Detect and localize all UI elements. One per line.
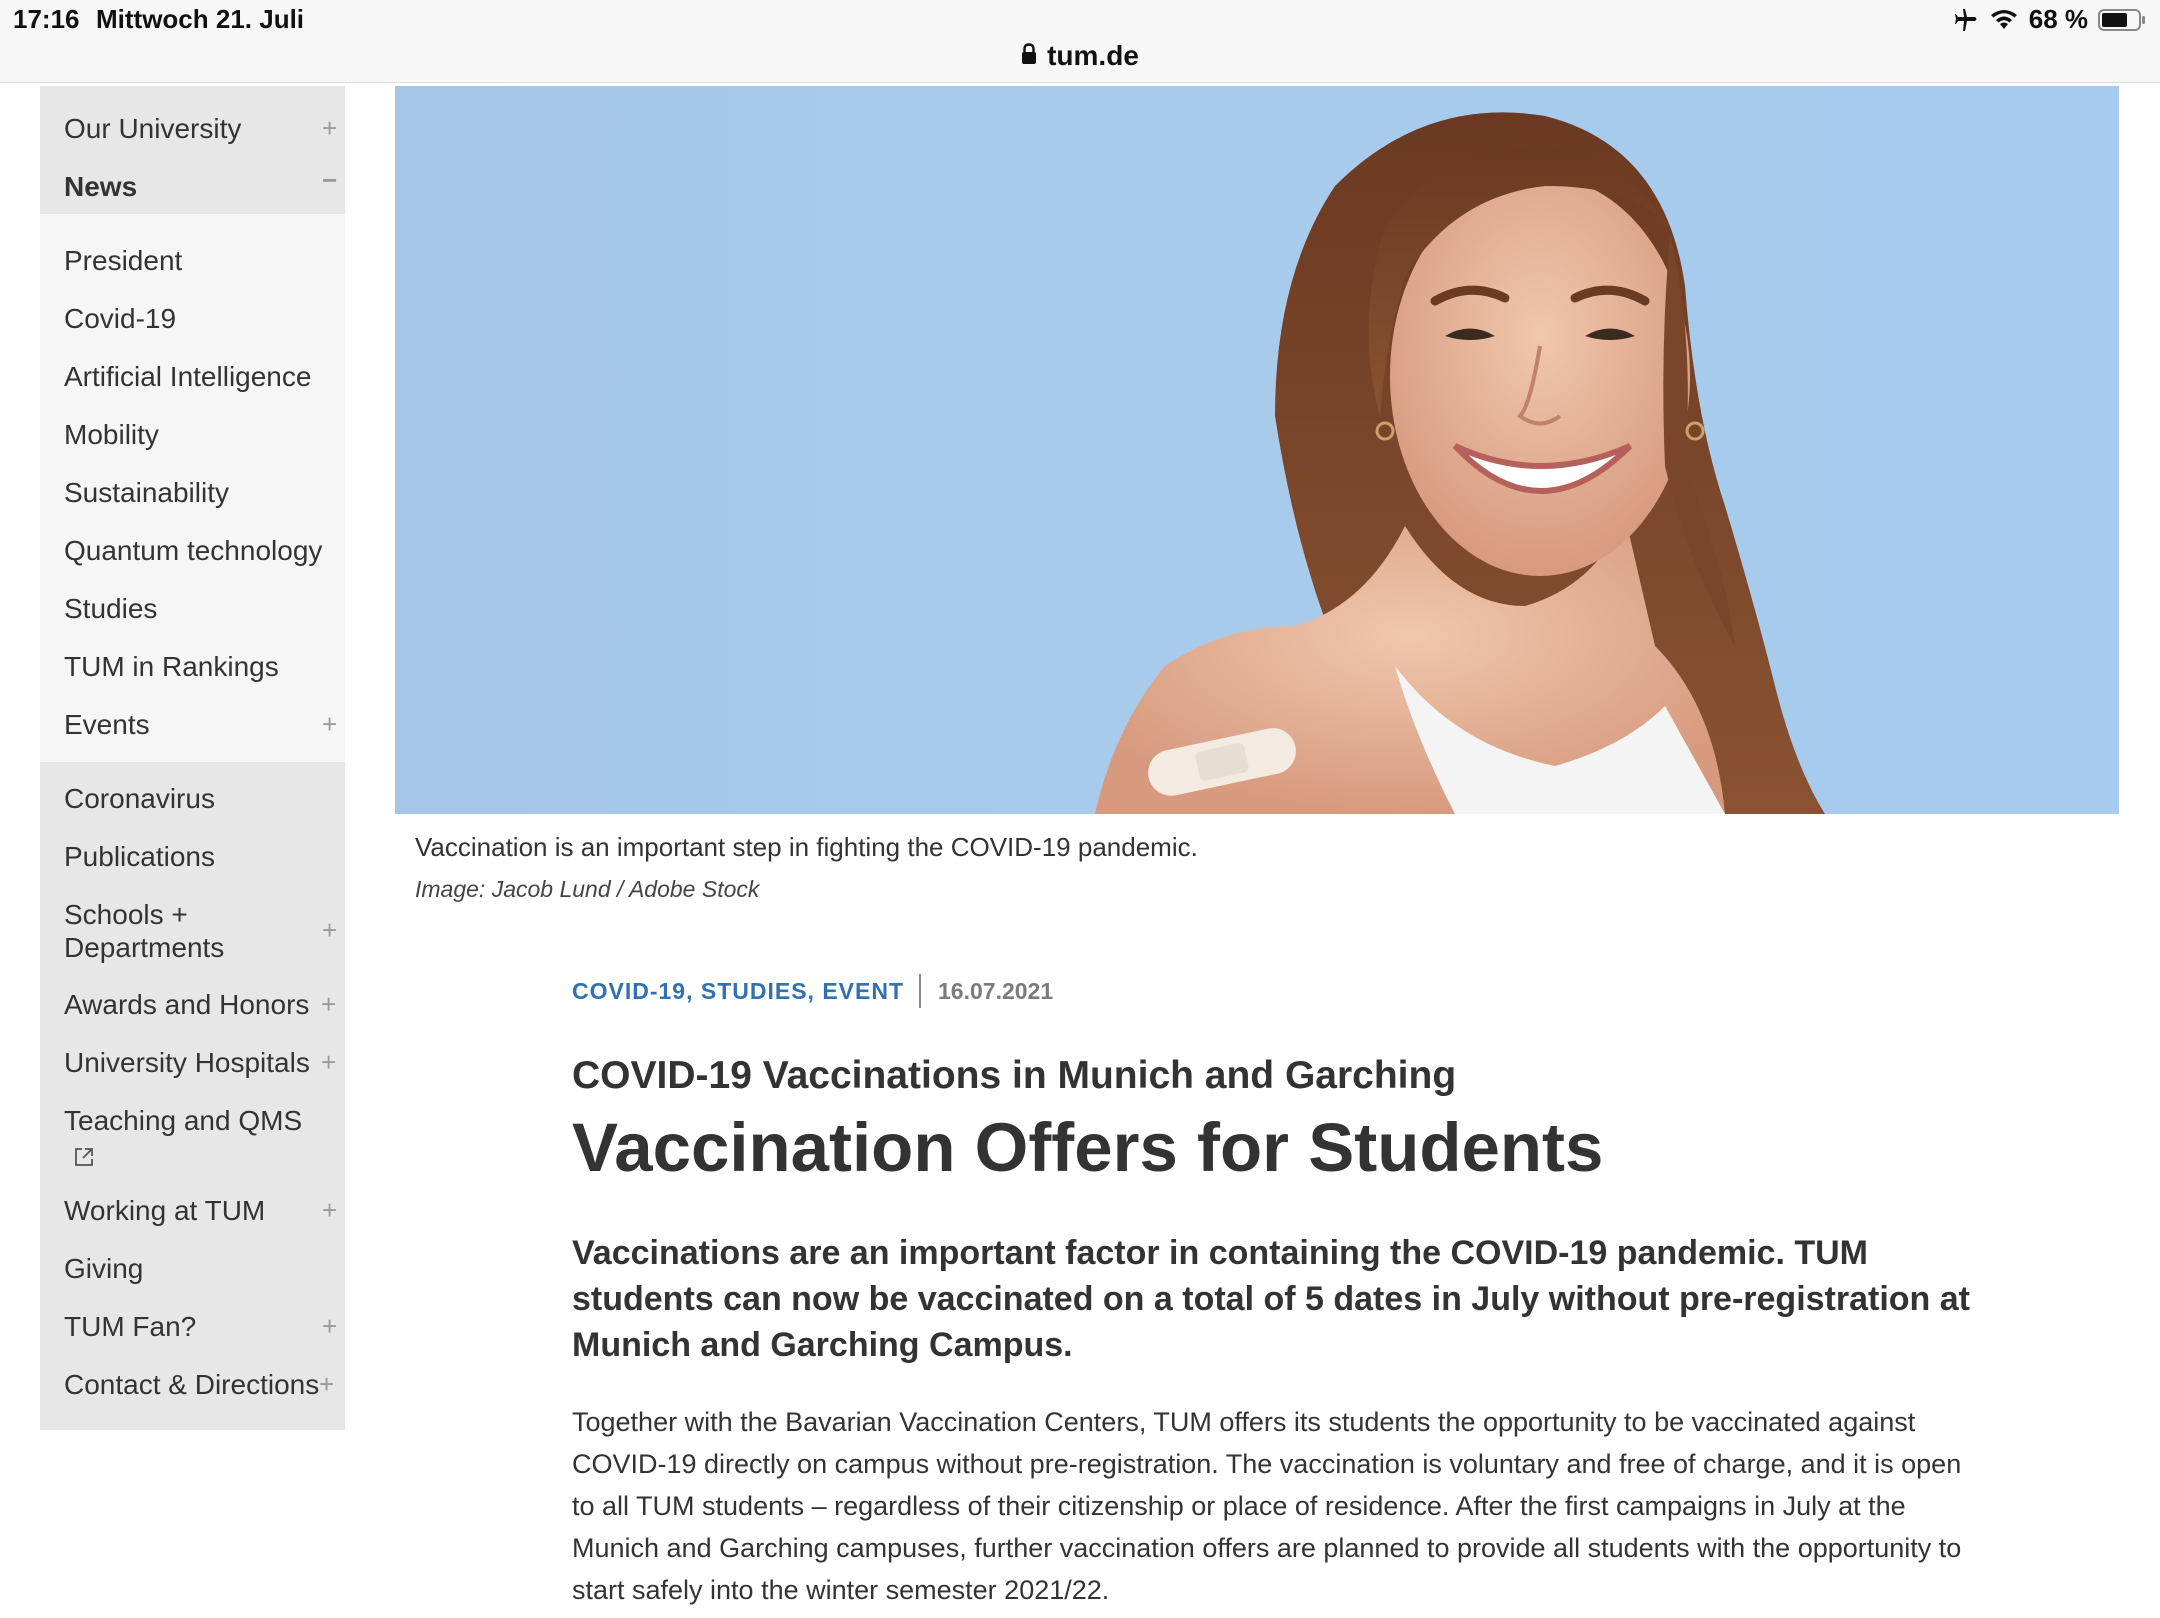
sidebar-item-label: Covid-19 [64,303,177,334]
sidebar-item-label: Mobility [64,419,159,450]
sidebar-item-label: Quantum technology [64,535,323,566]
sidebar-item-label: Teaching and QMS [64,1105,303,1136]
sidebar-item-label: News [64,171,138,202]
expand-plus-icon[interactable]: + [319,1369,335,1399]
sidebar-item-label: Publications [64,841,215,872]
hero-credit: Image: Jacob Lund / Adobe Stock [415,876,760,902]
sidebar-item-label: Awards and Honors [64,989,310,1020]
sidebar-item-schools-departments[interactable] [40,898,345,964]
article-date: 16.07.2021 [938,977,1054,1004]
sidebar-item-label: TUM Fan? [64,1311,197,1342]
expand-plus-icon[interactable]: + [321,989,337,1019]
address-bar[interactable] [0,36,2160,76]
sidebar-item-label: Coronavirus [64,783,215,814]
news-submenu [40,214,345,762]
hero-caption: Vaccination is an important step in fighting the COVID-19 pandemic. [415,832,1198,862]
sidebar-item-label: Giving [64,1253,144,1284]
sidebar-nav [40,86,345,1430]
article-meta [572,974,1053,1008]
wifi-icon [1989,9,2019,31]
hero-illustration [395,86,2119,814]
article-lead: Vaccinations are an important factor in containing the COVID-19 pandemic. TUM students can now be vaccinated on a total of 5 dates in July without pre-registration at Munich and Garching Campus. [572,1234,1971,1364]
hero-image [395,86,2119,814]
meta-divider [919,974,921,1008]
expand-plus-icon[interactable]: + [322,709,338,739]
sidebar-item-label: Working at TUM [64,1195,266,1226]
status-indicators [1953,4,2146,35]
sidebar-item-label: Studies [64,593,158,624]
airplane-icon [1953,8,1979,32]
sidebar-item-label: University Hospitals [64,1047,310,1078]
lock-icon [1021,40,1037,72]
sidebar-item-label: Sustainability [64,477,229,508]
ios-status-bar [0,0,2160,83]
battery-percent: 68 % [2028,4,2088,34]
sidebar-item-label: President [64,245,183,276]
expand-plus-icon[interactable]: + [322,1311,338,1341]
external-link-icon [73,1142,95,1175]
article-tags[interactable]: COVID-19, STUDIES, EVENT [572,977,905,1004]
article-body: Together with the Bavarian Vaccination Centers, TUM offers its students the opportunity to be vaccinated against COVID-19 directly on campus without pre-registration. The vaccination is voluntary and free of charge, and it is open to all TUM students – regardless of their citizenship or place of residence. After the first campaigns in July at the Munich and Garching campuses, further vaccination offers are planned to provide all students with the opportunity to start safely into the winter semester 2021/22. [572,1407,1962,1605]
expand-plus-icon[interactable]: + [322,113,338,143]
status-date: Mittwoch 21. Juli [96,4,305,34]
expand-plus-icon[interactable]: + [322,1195,338,1225]
sidebar-item-teaching-and-qms[interactable] [40,1104,345,1170]
sidebar-item-label: Artificial Intelligence [64,361,312,392]
article-kicker: COVID-19 Vaccinations in Munich and Garching [572,1054,1457,1097]
sidebar-item-label-line2: Departments [64,932,225,963]
battery-icon [2098,8,2146,32]
sidebar-item-label: Our University [64,113,242,144]
collapse-minus-icon[interactable]: − [322,165,338,195]
expand-plus-icon[interactable]: + [321,1047,337,1077]
expand-plus-icon[interactable]: + [322,915,338,945]
sidebar-item-label: Events [64,709,150,740]
sidebar-item-label: Contact & Directions [64,1369,320,1400]
status-time: 17:16 [13,4,80,34]
sidebar-item-label: TUM in Rankings [64,651,279,682]
article-title: Vaccination Offers for Students [572,1109,1604,1186]
url-text[interactable]: tum.de [1047,40,1139,71]
sidebar-item-label: Schools + [64,899,188,930]
